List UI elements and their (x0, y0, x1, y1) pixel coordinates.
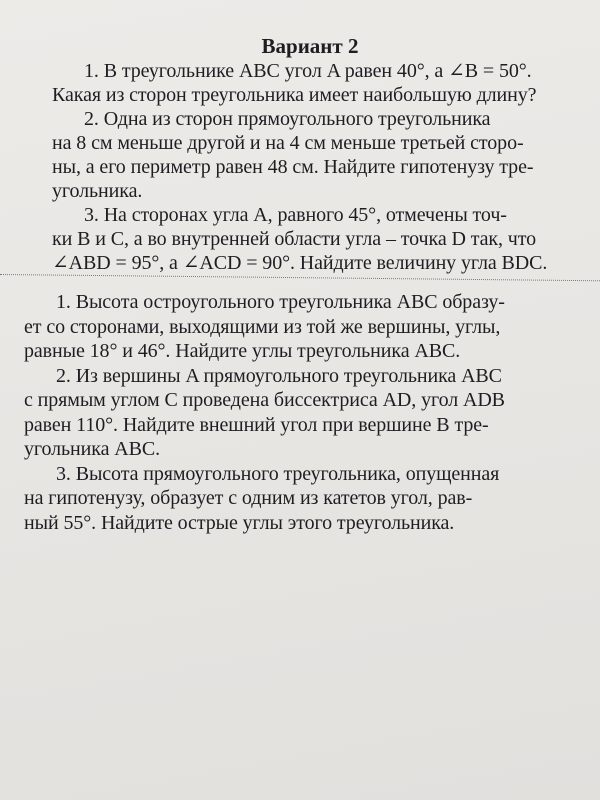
problem-3-line-3: ный 55°. Найдите острые углы этого треугольника. (24, 511, 455, 534)
cut-line-divider (0, 274, 600, 281)
problem-3-line-3: ∠ABD = 95°, а ∠ACD = 90°. Найдите величину угла BDC. (52, 252, 548, 274)
problem-1-line-3: равные 18° и 46°. Найдите углы треугольника ABC. (24, 340, 461, 362)
second-problem-set (0, 290, 600, 535)
problem-1-line-1: 1. В треугольнике ABC угол A равен 40°, а ∠B = 50°. (84, 60, 532, 82)
problem-1-line-2: ет со сторонами, выходящими из той же вершины, углы, (24, 315, 501, 338)
problem-2-line-4: угольника ABC. (24, 438, 160, 460)
problem-2-line-1: 2. Одна из сторон прямоугольного треугольника (84, 108, 491, 130)
problem-3-line-2: ки B и C, а во внутренней области угла – точка D так, что (52, 228, 537, 250)
problem-1-line-1: 1. Высота остроугольного треугольника ABC образу- (56, 291, 505, 313)
variant-title: Вариант 2 (261, 34, 359, 58)
problem-3-line-1: 3. Высота прямоугольного треугольника, опущенная (56, 462, 500, 485)
problem-3-line-1: 3. На сторонах угла A, равного 45°, отмечены точ- (84, 204, 507, 226)
problem-2-line-2: с прямым углом C проведена биссектриса AD, угол ADB (24, 389, 505, 411)
problem-2-line-2: на 8 см меньше другой и на 4 см меньше третьей сторо- (52, 132, 524, 154)
problem-2-line-3: равен 110°. Найдите внешний угол при вершине B тре- (24, 413, 489, 436)
problem-2-line-3: ны, а его периметр равен 48 см. Найдите гипотенузу тре- (52, 156, 534, 178)
variant-2-section (0, 34, 600, 275)
problem-3-line-2: на гипотенузу, образует с одним из катетов угол, рав- (24, 487, 473, 509)
problem-2-line-4: угольника. (52, 180, 143, 202)
problem-2-line-1: 2. Из вершины A прямоугольного треугольника ABC (56, 364, 502, 387)
problem-1-line-2: Какая из сторон треугольника имеет наибольшую длину? (52, 84, 537, 106)
